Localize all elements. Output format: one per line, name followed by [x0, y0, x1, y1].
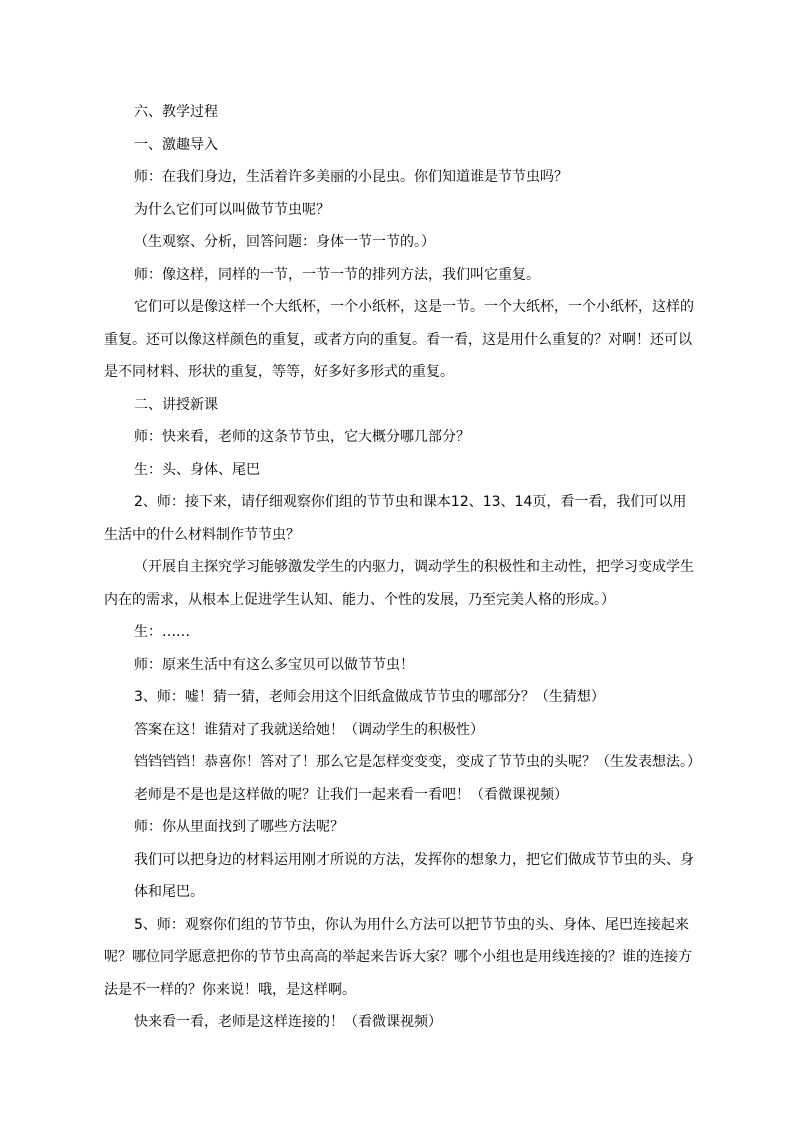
- paragraph: 师：原来生活中有这么多宝贝可以做节节虫！: [134, 656, 414, 673]
- document-body: [104, 96, 701, 1039]
- paragraph: 它们可以是像这样一个大纸杯，一个小纸杯，这是一节。一个大纸杯，一个小纸杯，这样的重复。还可以像这样颜色的重复，或者方向的重复。看一看，这是用什么重复的？对啊！还可以是不同材料、形状的重复，等等，好多好多形式的重复。: [104, 299, 694, 380]
- paragraph: （开展自主探究学习能够激发学生的内驱力，调动学生的积极性和主动性，把学习变成学生内在的需求，从根本上促进学生认知、能力、个性的发展，乃至完美人格的形成。）: [104, 559, 694, 608]
- paragraph: （生观察、分析，回答问题：身体一节一节的。）: [134, 234, 435, 250]
- paragraph: 老师是不是也是这样做的呢？让我们一起来看一看吧！（看微课视频）: [134, 786, 568, 803]
- paragraph: 师：像这样，同样的一节，一节一节的排列方法，我们叫它重复。: [134, 266, 540, 283]
- section-heading-teaching-process: 六、教学过程: [134, 104, 218, 120]
- paragraph: 师：快来看，老师的这条节节虫，它大概分哪几部分？: [134, 429, 470, 445]
- paragraph: 答案在这！谁猜对了我就送给她！（调动学生的积极性）: [134, 721, 484, 738]
- paragraph: 师：你从里面找到了哪些方法呢？: [134, 819, 344, 835]
- paragraph: 5、师：观察你们组的节节虫，你认为用什么方法可以把节节虫的头、身体、尾巴连接起来呢？哪位同学愿意把你的节节虫高高的举起来告诉大家？哪个小组也是用线连接的？谁的连接方法是不一样的？你来说！哦，是这样啊。: [104, 916, 692, 998]
- paragraph: 2、师：接下来，请仔细观察你们组的节节虫和课本12、13、14页，看一看，我们可以用生活中的什么材料制作节节虫？: [104, 494, 687, 543]
- paragraph: 快来看一看，老师是这样连接的！（看微课视频）: [134, 1014, 442, 1030]
- paragraph: 3、师：嘘！猜一猜，老师会用这个旧纸盒做成节节虫的哪部分？（生猜想）: [134, 689, 605, 705]
- paragraph: 生：头、身体、尾巴: [134, 461, 260, 478]
- paragraph: 我们可以把身边的材料运用刚才所说的方法，发挥你的想象力，把它们做成节节虫的头、身体和尾巴。: [134, 851, 694, 900]
- paragraph: 为什么它们可以叫做节节虫呢？: [134, 201, 330, 218]
- paragraph: 生：……: [134, 624, 190, 640]
- paragraph: 师：在我们身边，生活着许多美丽的小昆虫。你们知道谁是节节虫吗？: [134, 169, 568, 185]
- section-heading-intro: 一、激趣导入: [134, 136, 218, 153]
- section-heading-new-lesson: 二、讲授新课: [134, 396, 218, 413]
- paragraph: 铛铛铛铛！恭喜你！答对了！那么它是怎样变变变，变成了节节虫的头呢？（生发表想法。）: [134, 754, 701, 770]
